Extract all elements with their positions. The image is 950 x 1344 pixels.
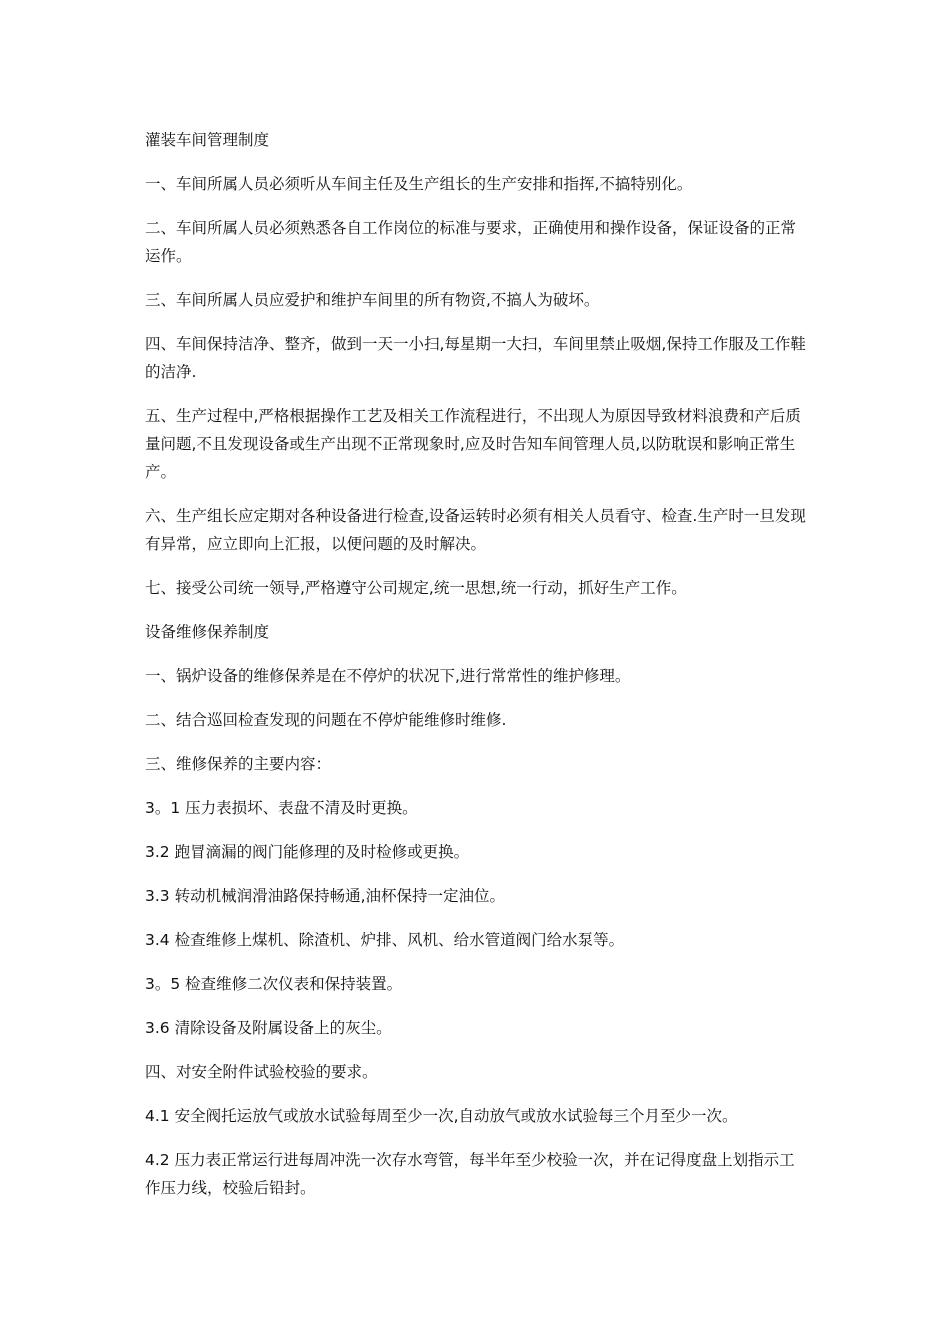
- paragraph: 五、生产过程中,严格根据操作工艺及相关工作流程进行，不出现人为原因导致材料浪费和产后质量问题,不且发现设备或生产出现不正常现象时,应及时告知车间管理人员,以防耽误和影响正常生产。: [145, 407, 801, 481]
- paragraph: 四、对安全附件试验校验的要求。: [145, 1063, 378, 1081]
- paragraph: 三、车间所属人员应爱护和维护车间里的所有物资,不搞人为破坏。: [145, 291, 600, 309]
- paragraph: 六、生产组长应定期对各种设备进行检查,设备运转时必须有相关人员看守、检查.生产时一旦发现有异常，应立即向上汇报，以便问题的及时解决。: [145, 507, 806, 553]
- paragraph: 3.3 转动机械润滑油路保持畅通,油杯保持一定油位。: [145, 887, 506, 905]
- paragraph: 3。1 压力表损坏、表盘不清及时更换。: [145, 799, 418, 817]
- paragraph: 四、车间保持洁净、整齐，做到一天一小扫,每星期一大扫，车间里禁止吸烟,保持工作服及工作鞋的洁净.: [145, 335, 806, 381]
- section-title: 设备维修保养制度: [145, 623, 270, 641]
- paragraph: 4.2 压力表正常运行进每周冲洗一次存水弯管，每半年至少校验一次，并在记得度盘上划指示工作压力线，校验后铅封。: [145, 1151, 795, 1197]
- paragraph: 一、车间所属人员必须听从车间主任及生产组长的生产安排和指挥,不搞特别化。: [145, 175, 693, 193]
- paragraph: 3.4 检查维修上煤机、除渣机、炉排、风机、给水管道阀门给水泵等。: [145, 931, 625, 949]
- paragraph: 3。5 检查维修二次仪表和保持装置。: [145, 975, 403, 993]
- paragraph: 3.2 跑冒滴漏的阀门能修理的及时检修或更换。: [145, 843, 470, 861]
- paragraph: 三、维修保养的主要内容：: [145, 755, 332, 773]
- paragraph: 七、接受公司统一领导,严格遵守公司规定,统一思想,统一行动，抓好生产工作。: [145, 579, 687, 597]
- paragraph: 4.1 安全阀托运放气或放水试验每周至少一次,自动放气或放水试验每三个月至少一次。: [145, 1107, 738, 1125]
- paragraph: 一、锅炉设备的维修保养是在不停炉的状况下,进行常常性的维护修理。: [145, 667, 631, 685]
- paragraph: 二、结合巡回检查发现的问题在不停炉能维修时维修.: [145, 711, 507, 729]
- paragraph: 3.6 清除设备及附属设备上的灰尘。: [145, 1019, 392, 1037]
- document-page: [145, 126, 810, 1218]
- paragraph: 二、车间所属人员必须熟悉各自工作岗位的标准与要求，正确使用和操作设备，保证设备的正常运作。: [145, 219, 797, 265]
- document-title: 灌装车间管理制度: [145, 131, 270, 149]
